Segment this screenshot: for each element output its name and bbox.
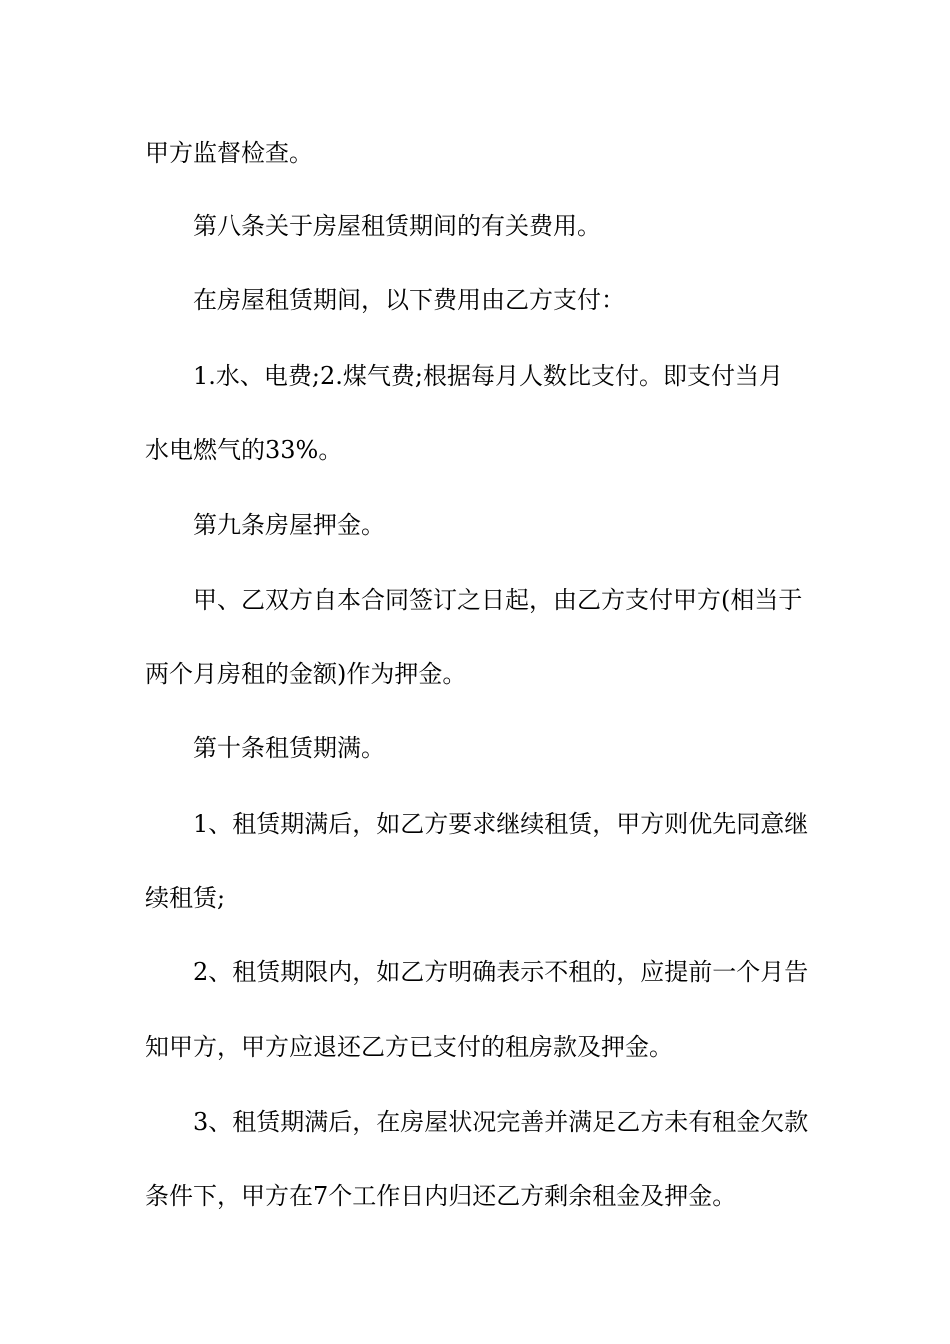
text-line: 甲方监督检查。 <box>145 139 313 167</box>
text-line: 甲、乙双方自本合同签订之日起，由乙方支付甲方(相当于 <box>193 586 803 614</box>
text-line: 2、租赁期限内，如乙方明确表示不租的，应提前一个月告 <box>193 958 809 986</box>
text-line: 第九条房屋押金。 <box>193 511 385 539</box>
text-line: 条件下，甲方在7个工作日内归还乙方剩余租金及押金。 <box>145 1182 737 1210</box>
text-line: 续租赁; <box>145 884 226 912</box>
text-line: 水电燃气的33%。 <box>145 436 343 464</box>
text-line: 第十条租赁期满。 <box>193 734 385 762</box>
text-line: 知甲方，甲方应退还乙方已支付的租房款及押金。 <box>145 1033 673 1061</box>
text-line: 两个月房租的金额)作为押金。 <box>145 660 467 688</box>
text-line: 3、租赁期满后，在房屋状况完善并满足乙方未有租金欠款 <box>193 1108 809 1136</box>
text-line: 在房屋租赁期间，以下费用由乙方支付： <box>193 286 625 314</box>
text-line: 第八条关于房屋租赁期间的有关费用。 <box>193 212 601 240</box>
text-line: 1.水、电费;2.煤气费;根据每月人数比支付。即支付当月 <box>193 362 783 390</box>
text-line: 1、租赁期满后，如乙方要求继续租赁，甲方则优先同意继 <box>193 810 809 838</box>
